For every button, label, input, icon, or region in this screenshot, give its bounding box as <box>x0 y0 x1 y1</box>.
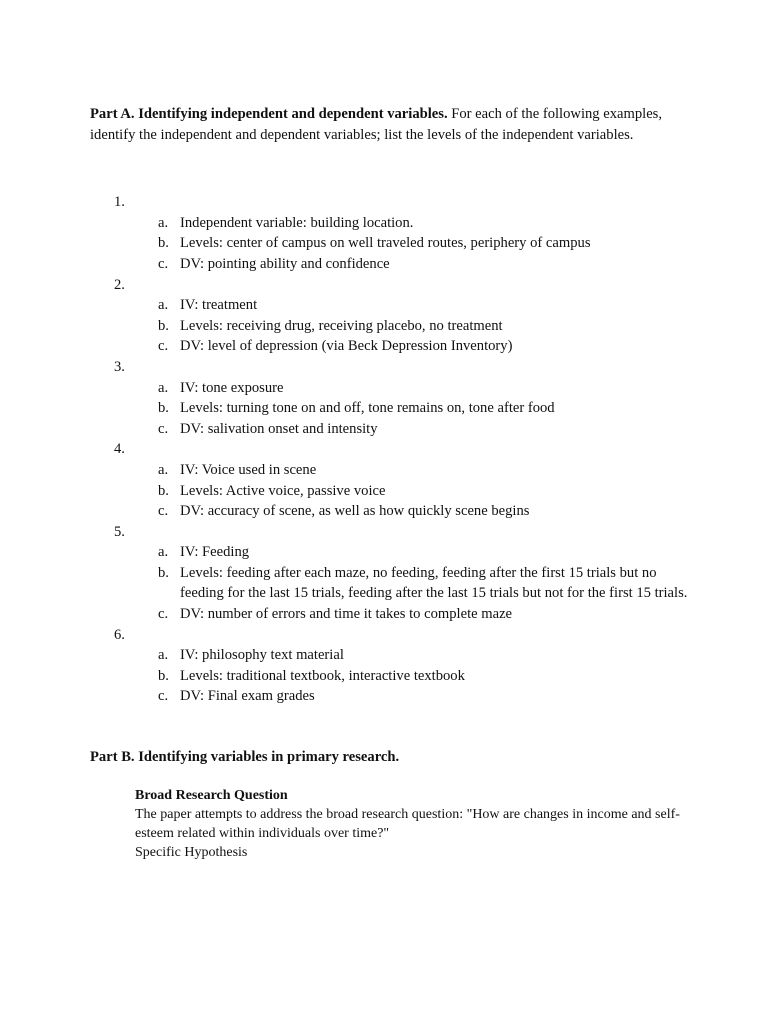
question-number: 3. <box>114 358 125 375</box>
item-letter: c. <box>158 338 169 355</box>
item-letter: a. <box>158 544 169 561</box>
item-text: IV: philosophy text material <box>180 647 344 664</box>
item-letter: b. <box>158 317 169 334</box>
item-text: IV: treatment <box>180 297 258 314</box>
item-text: Independent variable: building location. <box>180 214 414 231</box>
item-text: Levels: traditional textbook, interactive textbook <box>180 667 465 684</box>
list-item <box>90 645 690 666</box>
question-4 <box>90 439 690 521</box>
item-text: DV: pointing ability and confidence <box>180 255 390 272</box>
item-letter: a. <box>158 297 169 314</box>
list-item <box>90 481 690 502</box>
question-number: 5. <box>114 523 125 540</box>
item-letter: c. <box>158 688 169 705</box>
list-item <box>90 316 690 337</box>
item-letter: b. <box>158 482 169 499</box>
question-number: 2. <box>114 276 125 293</box>
item-letter: a. <box>158 214 169 231</box>
broad-research-section <box>90 786 690 862</box>
item-text: DV: number of errors and time it takes to complete maze <box>180 606 513 623</box>
item-letter: c. <box>158 503 169 520</box>
question-3 <box>90 357 690 439</box>
item-text: IV: Voice used in scene <box>180 461 317 478</box>
list-item <box>90 666 690 687</box>
item-text: Levels: receiving drug, receiving placebo, no treatment <box>180 317 503 334</box>
document-page <box>90 104 690 862</box>
item-text: Levels: feeding after each maze, no feeding, feeding after the first 15 trials but no feeding for the last 15 trials, feeding after the last 15 trials but not for the first 15 trials. <box>180 564 688 602</box>
list-item <box>90 336 690 357</box>
part-a-instructions: For each of the following examples, identify the independent and dependent variables; list the levels of the independent variables. <box>90 106 662 143</box>
question-list <box>90 192 690 707</box>
item-text: Levels: Active voice, passive voice <box>180 482 386 499</box>
list-item <box>90 563 690 604</box>
item-text: DV: accuracy of scene, as well as how quickly scene begins <box>180 503 530 520</box>
item-text: DV: salivation onset and intensity <box>180 420 378 437</box>
item-letter: a. <box>158 461 169 478</box>
question-6 <box>90 625 690 707</box>
broad-question-text: The paper attempts to address the broad research question: "How are changes in income and self-esteem related within individuals over time?" <box>135 806 680 841</box>
item-text: IV: Feeding <box>180 544 250 561</box>
question-number: 6. <box>114 626 125 643</box>
question-number: 4. <box>114 441 125 458</box>
item-letter: b. <box>158 564 169 581</box>
item-letter: b. <box>158 667 169 684</box>
question-5 <box>90 522 690 625</box>
item-letter: c. <box>158 606 169 623</box>
item-text: Levels: turning tone on and off, tone remains on, tone after food <box>180 400 555 417</box>
list-item <box>90 295 690 316</box>
list-item <box>90 398 690 419</box>
question-1 <box>90 192 690 274</box>
list-item <box>90 686 690 707</box>
part-a-heading: Part A. Identifying independent and dependent variables. <box>90 106 448 122</box>
list-item <box>90 213 690 234</box>
item-letter: a. <box>158 647 169 664</box>
item-letter: c. <box>158 420 169 437</box>
item-letter: a. <box>158 379 169 396</box>
list-item <box>90 542 690 563</box>
item-text: IV: tone exposure <box>180 379 284 396</box>
question-2 <box>90 275 690 357</box>
list-item <box>90 460 690 481</box>
item-text: DV: Final exam grades <box>180 688 315 705</box>
list-item <box>90 604 690 625</box>
question-number: 1. <box>114 194 125 211</box>
broad-question-title: Broad Research Question <box>135 787 288 803</box>
list-item <box>90 233 690 254</box>
list-item <box>90 501 690 522</box>
specific-hypothesis-label: Specific Hypothesis <box>135 844 248 860</box>
item-letter: b. <box>158 400 169 417</box>
list-item <box>90 419 690 440</box>
item-letter: c. <box>158 255 169 272</box>
part-b-heading: Part B. Identifying variables in primary research. <box>90 749 400 766</box>
item-text: DV: level of depression (via Beck Depression Inventory) <box>180 338 513 355</box>
item-letter: b. <box>158 235 169 252</box>
part-a-paragraph <box>90 104 690 145</box>
item-text: Levels: center of campus on well traveled routes, periphery of campus <box>180 235 591 252</box>
list-item <box>90 378 690 399</box>
list-item <box>90 254 690 275</box>
